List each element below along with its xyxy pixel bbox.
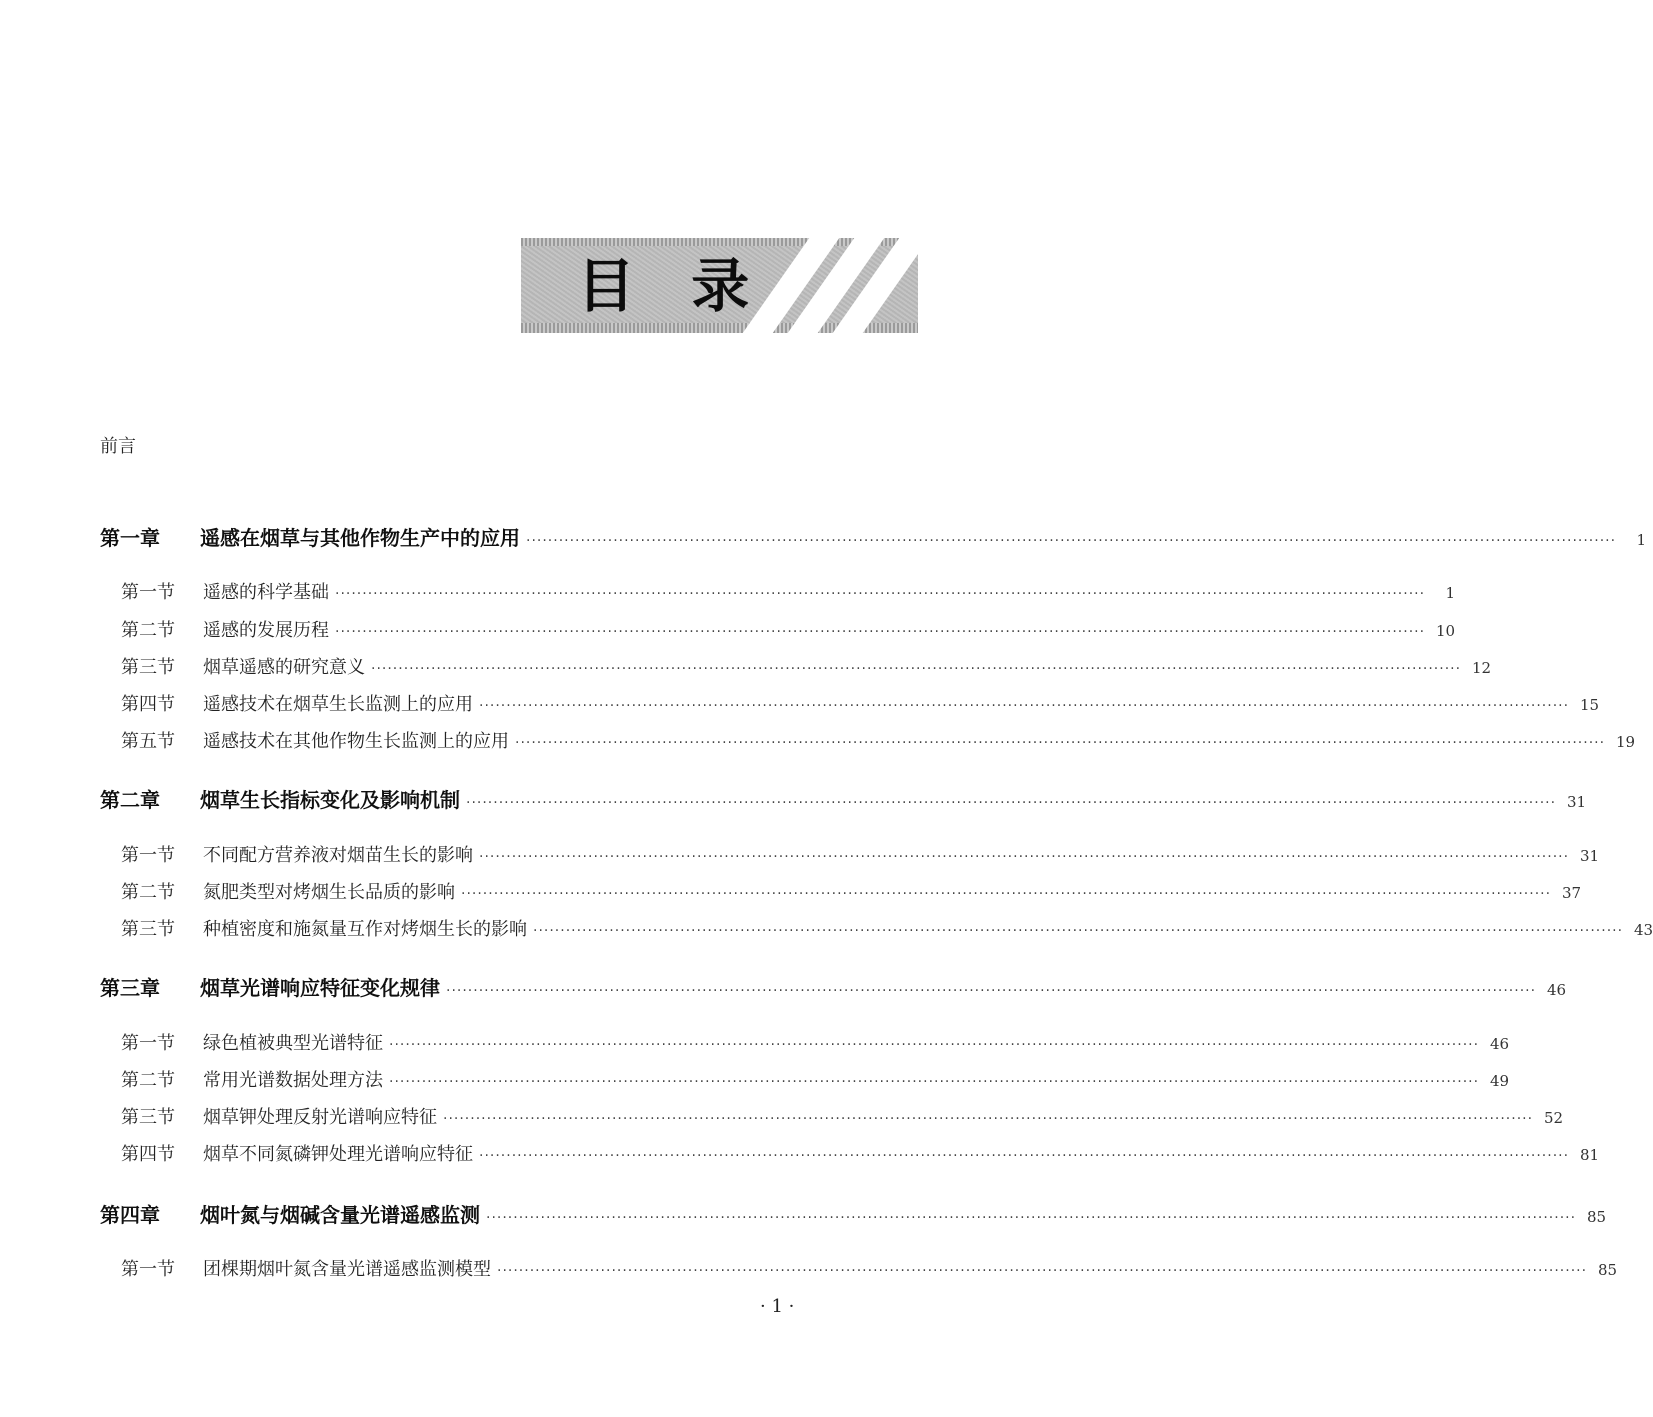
toc-entry-label: 第三节 xyxy=(121,657,175,678)
toc-entry-label: 第四章 xyxy=(100,1203,160,1227)
toc-entry-page: 46 xyxy=(1489,1035,1510,1053)
toc-entry-title: 常用光谱数据处理方法 xyxy=(203,1070,383,1091)
toc-entry-label: 第一节 xyxy=(121,1033,175,1054)
toc-leader-dots: ········································································································································································································ xyxy=(466,795,1557,811)
toc-section-row[interactable] xyxy=(121,1140,1600,1166)
toc-entry-page: 10 xyxy=(1435,622,1456,640)
toc-entry-title: 遥感的发展历程 xyxy=(203,620,329,641)
toc-entry-title: 遥感的科学基础 xyxy=(203,582,329,603)
toc-entry-label: 第三章 xyxy=(100,976,160,1000)
toc-chapter-row[interactable] xyxy=(100,1199,1607,1228)
toc-entry-page: 43 xyxy=(1633,921,1653,939)
toc-entry-title: 遥感在烟草与其他作物生产中的应用 xyxy=(200,526,520,550)
toc-entry-title: 烟草光谱响应特征变化规律 xyxy=(200,976,440,1000)
toc-chapter-row[interactable] xyxy=(100,522,1647,551)
toc-entry-title: 烟草钾处理反射光谱响应特征 xyxy=(203,1107,437,1128)
toc-entry-title: 不同配方营养液对烟苗生长的影响 xyxy=(203,845,473,866)
toc-leader-dots: ········································································································································································································ xyxy=(461,886,1552,902)
toc-section-row[interactable] xyxy=(121,690,1600,716)
toc-leader-dots: ········································································································································································································ xyxy=(486,1210,1577,1226)
toc-entry-label: 第二章 xyxy=(100,788,160,812)
toc-entry-page: 52 xyxy=(1543,1109,1564,1127)
toc-chapter-row[interactable] xyxy=(100,972,1567,1001)
toc-entry-label: 第二节 xyxy=(121,882,175,903)
toc-entry-label: 第二节 xyxy=(121,1070,175,1091)
toc-section-row[interactable] xyxy=(121,727,1636,753)
toc-entry-title: 氮肥类型对烤烟生长品质的影响 xyxy=(203,882,455,903)
toc-section-row[interactable] xyxy=(121,1029,1510,1055)
toc-entry-page: 1 xyxy=(1636,531,1647,549)
toc-entry-title: 绿色植被典型光谱特征 xyxy=(203,1033,383,1054)
toc-leader-dots: ········································································································································································································ xyxy=(389,1074,1480,1090)
toc-entry-label: 第一章 xyxy=(100,526,160,550)
toc-leader-dots: ········································································································································································································ xyxy=(533,923,1624,939)
toc-entry-page: 85 xyxy=(1597,1261,1618,1279)
toc-entry-label: 第三节 xyxy=(121,919,175,940)
toc-entry-label: 第四节 xyxy=(121,1144,175,1165)
toc-entry-label: 第三节 xyxy=(121,1107,175,1128)
toc-leader-dots: ········································································································································································································ xyxy=(371,661,1462,677)
toc-entry-page: 49 xyxy=(1489,1072,1510,1090)
toc-section-row[interactable] xyxy=(121,915,1653,941)
toc-leader-dots: ········································································································································································································ xyxy=(479,849,1570,865)
toc-entry-label: 第一节 xyxy=(121,845,175,866)
toc-entry-label: 第一节 xyxy=(121,1259,175,1280)
toc-entry-page: 81 xyxy=(1579,1146,1600,1164)
toc-leader-dots: ········································································································································································································ xyxy=(479,1148,1570,1164)
toc-entry-page: 19 xyxy=(1615,733,1636,751)
toc-entry-label: 第四节 xyxy=(121,694,175,715)
toc-entry-page: 31 xyxy=(1566,793,1587,811)
toc-leader-dots: ········································································································································································································ xyxy=(526,533,1617,549)
toc-entry-title: 遥感技术在烟草生长监测上的应用 xyxy=(203,694,473,715)
toc-entry-label: 第一节 xyxy=(121,582,175,603)
toc-section-row[interactable] xyxy=(121,1066,1510,1092)
toc-leader-dots: ········································································································································································································ xyxy=(479,698,1570,714)
toc-leader-dots: ········································································································································································································ xyxy=(389,1037,1480,1053)
toc-entry-page: 37 xyxy=(1561,884,1582,902)
toc-entry-page: 1 xyxy=(1445,584,1456,602)
toc-entry-title: 烟叶氮与烟碱含量光谱遥感监测 xyxy=(200,1203,480,1227)
toc-leader-dots: ········································································································································································································ xyxy=(335,624,1426,640)
toc-section-row[interactable] xyxy=(121,1255,1618,1281)
title-banner xyxy=(521,238,918,333)
toc-section-row[interactable] xyxy=(121,653,1492,679)
toc-section-row[interactable] xyxy=(121,878,1582,904)
toc-entry-page: 15 xyxy=(1579,696,1600,714)
toc-entry-label: 第二节 xyxy=(121,620,175,641)
toc-entry-title: 烟草不同氮磷钾处理光谱响应特征 xyxy=(203,1144,473,1165)
toc-section-row[interactable] xyxy=(121,616,1456,642)
toc-entry-page: 85 xyxy=(1586,1208,1607,1226)
toc-chapter-row[interactable] xyxy=(100,784,1587,813)
toc-leader-dots: ········································································································································································································ xyxy=(443,1111,1534,1127)
preface-entry[interactable]: 前言 xyxy=(100,436,136,457)
toc-entry-title: 团棵期烟叶氮含量光谱遥感监测模型 xyxy=(203,1259,491,1280)
toc-entry-title: 烟草遥感的研究意义 xyxy=(203,657,365,678)
toc-entry-page: 46 xyxy=(1546,981,1567,999)
toc-entry-label: 第五节 xyxy=(121,731,175,752)
toc-leader-dots: ········································································································································································································ xyxy=(515,735,1606,751)
toc-entry-page: 12 xyxy=(1471,659,1492,677)
toc-leader-dots: ········································································································································································································ xyxy=(335,586,1426,602)
toc-section-row[interactable] xyxy=(121,1103,1564,1129)
toc-entry-title: 烟草生长指标变化及影响机制 xyxy=(200,788,460,812)
toc-entry-title: 种植密度和施氮量互作对烤烟生长的影响 xyxy=(203,919,527,940)
toc-entry-page: 31 xyxy=(1579,847,1600,865)
toc-section-row[interactable] xyxy=(121,841,1600,867)
toc-section-row[interactable] xyxy=(121,578,1456,604)
page-number: · 1 · xyxy=(760,1296,795,1317)
toc-leader-dots: ········································································································································································································ xyxy=(497,1263,1588,1279)
toc-leader-dots: ········································································································································································································ xyxy=(446,983,1537,999)
toc-entry-title: 遥感技术在其他作物生长监测上的应用 xyxy=(203,731,509,752)
page-title: 目 录 xyxy=(577,252,768,320)
